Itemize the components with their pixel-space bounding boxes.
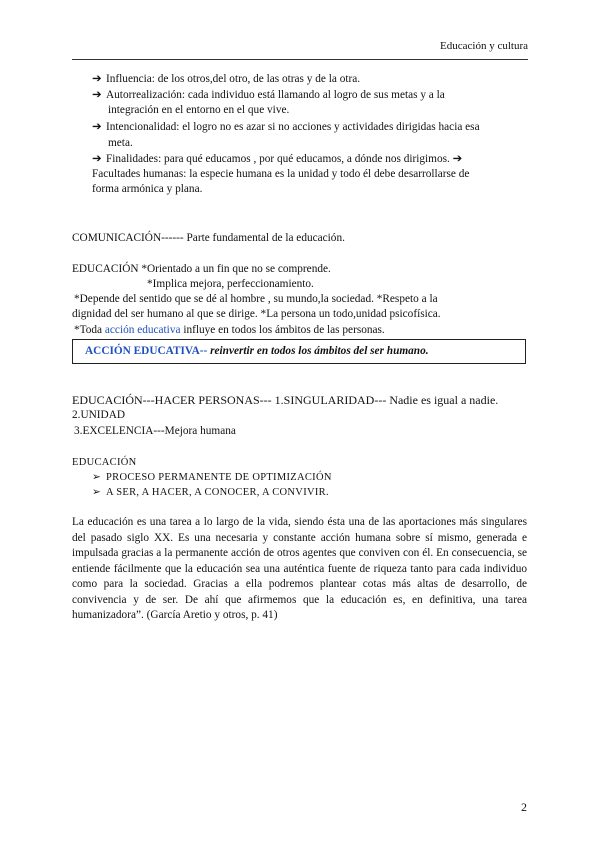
hacer-personas-line-2: 2.UNIDAD (72, 409, 126, 421)
running-header-title: Educación y cultura (440, 40, 528, 52)
header-rule (72, 59, 528, 60)
list-item-text: A SER, A HACER, A CONOCER, A CONVIVIR. (106, 487, 329, 498)
bullet-text: Autorrealización: cada individuo está llamando al logro de sus metas y a la (106, 89, 445, 101)
bullet-intencionalidad-cont: meta. (108, 137, 133, 149)
facultades-line-1: Facultades humanas: la especie humana es la unidad y todo él debe desarrollarse de (92, 168, 470, 180)
arrow-icon: ➔ (92, 89, 102, 101)
comunicacion-line: COMUNICACIÓN------ Parte fundamental de la educación. (72, 232, 345, 244)
accion-educativa-link[interactable]: acción educativa (104, 324, 181, 336)
facultades-line-2: forma armónica y plana. (92, 183, 203, 195)
line5-suffix: influye en todos los ámbitos de las personas. (180, 324, 385, 336)
arrowhead-icon: ➢ (92, 472, 102, 483)
hacer-personas-line-1: EDUCACIÓN---HACER PERSONAS--- 1.SINGULARIDAD--- Nadie es igual a nadie. (72, 393, 499, 407)
box-text (85, 345, 429, 357)
box-body: reinvertir en todos los ámbitos del ser humano. (207, 345, 429, 357)
educacion-list-heading: EDUCACIÓN (72, 457, 137, 468)
educacion-list-item-2 (92, 485, 329, 500)
box-label: ACCIÓN EDUCATIVA-- (85, 345, 208, 357)
arrowhead-icon: ➢ (92, 487, 102, 498)
page-number: 2 (521, 800, 527, 814)
body-paragraph: La educación es una tarea a lo largo de la vida, siendo ésta una de las aportaciones más singulares del pasado siglo XX. Es una necesaria y constante acción humana sobre sí mismo, generada e impulsada gracias a la permanente acción de otros agentes que conviven con él. En consecuencia, se entiende fácilmente que la educación sea una auténtica fuente de riqueza tanto para cada individuo como para la sociedad. Gracias a ella podremos plantear cotas más altas de desarrollo, de convivencia y de ser. De ahí que afirmemos que la educación es, en definitiva, una tarea humanizadora”. (García Aretio y otros, p. 41) (72, 516, 527, 621)
arrow-icon: ➔ (92, 73, 102, 85)
educacion-line-3: *Depende del sentido que se dé al hombre , su mundo,la sociedad. *Respeto a la (74, 293, 438, 305)
arrow-icon: ➔ (92, 121, 102, 133)
educacion-list-item-1 (92, 470, 332, 485)
educacion-line-2: *Implica mejora, perfeccionamiento. (147, 278, 314, 290)
list-item-text: PROCESO PERMANENTE DE OPTIMIZACIÓN (106, 472, 332, 483)
hacer-personas-line-3: 3.EXCELENCIA---Mejora humana (74, 425, 236, 437)
bullet-intencionalidad (92, 120, 480, 135)
educacion-line-1: EDUCACIÓN *Orientado a un fin que no se comprende. (72, 263, 331, 275)
arrow-icon: ➔ (92, 153, 102, 165)
bullet-finalidades (92, 152, 462, 167)
educacion-line-5 (74, 323, 385, 338)
bullet-text: Intencionalidad: el logro no es azar si no acciones y actividades dirigidas hacia esa (106, 121, 480, 133)
bullet-autorrealizacion (92, 88, 445, 103)
accion-educativa-box (72, 339, 526, 364)
line5-prefix: *Toda (74, 324, 105, 336)
educacion-line-4: dignidad del ser humano al que se dirige. *La persona un todo,unidad psicofísica. (72, 308, 441, 320)
bullet-text: Influencia: de los otros,del otro, de las otras y de la otra. (106, 73, 361, 85)
bullet-autorrealizacion-cont: integración en el entorno en el que vive. (108, 104, 290, 116)
bullet-influencia (92, 72, 360, 87)
bullet-text: Finalidades: para qué educamos , por qué educamos, a dónde nos dirigimos. ➔ (106, 153, 463, 165)
